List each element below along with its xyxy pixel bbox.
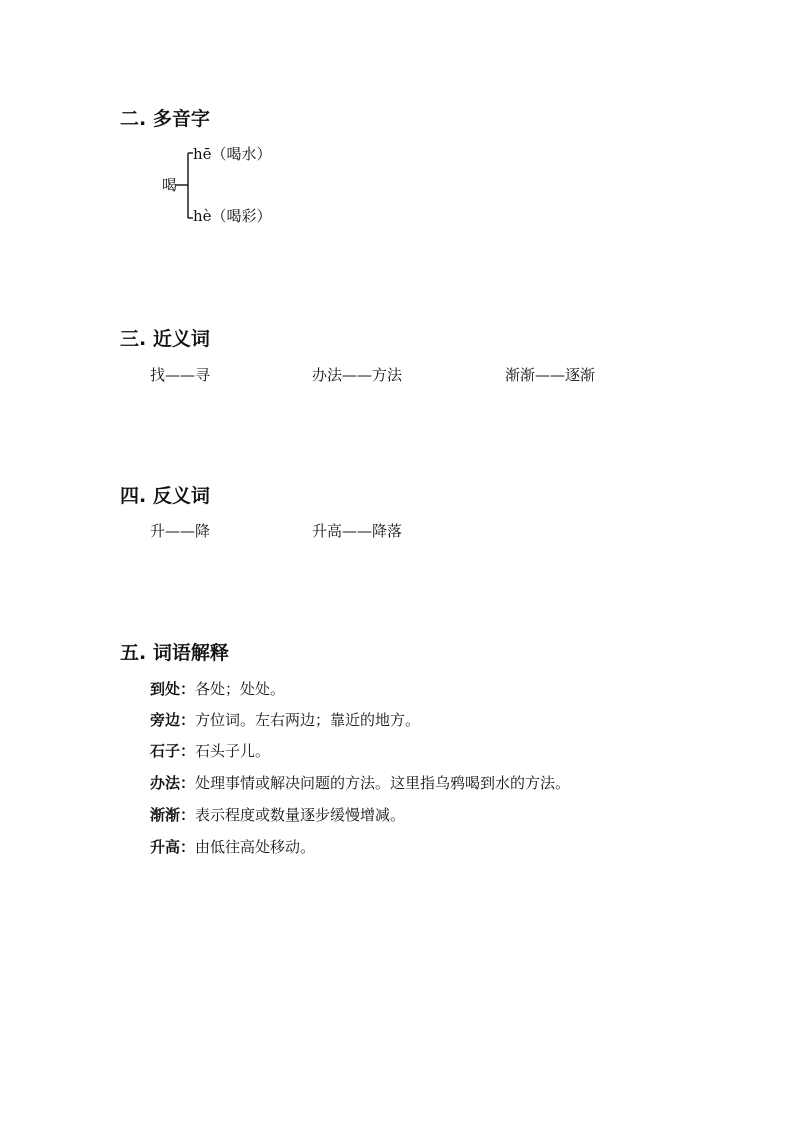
- definition-term: 升高: [150, 838, 181, 856]
- reading-pinyin: hè: [193, 207, 212, 225]
- definition-separator: ：: [180, 742, 196, 760]
- definition-row: [150, 773, 570, 793]
- definition-term: 到处: [150, 680, 181, 698]
- reading-he4: [193, 206, 272, 226]
- definition-text: 石头子儿。: [195, 742, 271, 760]
- polyphone-char: 喝: [162, 176, 178, 194]
- definition-row: [150, 837, 315, 857]
- definition-row: [150, 710, 420, 730]
- reading-example: （喝水）: [211, 145, 272, 163]
- definition-term: 石子: [150, 742, 181, 760]
- synonym-pair: 找——寻: [150, 366, 211, 384]
- antonym-pair: 升——降: [150, 522, 211, 540]
- synonyms-heading: 三. 近义词: [120, 328, 210, 350]
- definition-term: 办法: [150, 774, 181, 792]
- antonym-pair: 升高——降落: [312, 522, 403, 540]
- definitions-heading: 五. 词语解释: [120, 642, 229, 664]
- reading-he1: [193, 144, 272, 164]
- definition-text: 由低往高处移动。: [195, 838, 316, 856]
- definition-separator: ：: [180, 774, 196, 792]
- definition-separator: ：: [180, 806, 196, 824]
- antonyms-heading: 四. 反义词: [120, 485, 210, 507]
- reading-example: （喝彩）: [211, 207, 272, 225]
- bracket-icon: [176, 150, 194, 224]
- synonym-pair: 渐渐——逐渐: [505, 366, 596, 384]
- definition-text: 处理事情或解决问题的方法。这里指乌鸦喝到水的方法。: [195, 774, 571, 792]
- reading-pinyin: hē: [193, 145, 212, 163]
- definition-separator: ：: [180, 838, 196, 856]
- definition-text: 方位词。左右两边；靠近的地方。: [195, 711, 421, 729]
- definition-separator: ：: [180, 711, 196, 729]
- definition-row: [150, 679, 285, 699]
- synonym-pair: 办法——方法: [312, 366, 403, 384]
- definition-text: 表示程度或数量逐步缓慢增减。: [195, 806, 406, 824]
- definition-term: 渐渐: [150, 806, 181, 824]
- definition-separator: ：: [180, 680, 196, 698]
- polyphone-heading: 二. 多音字: [120, 108, 210, 130]
- definition-row: [150, 741, 270, 761]
- definition-term: 旁边: [150, 711, 181, 729]
- definition-text: 各处；处处。: [195, 680, 286, 698]
- definition-row: [150, 805, 405, 825]
